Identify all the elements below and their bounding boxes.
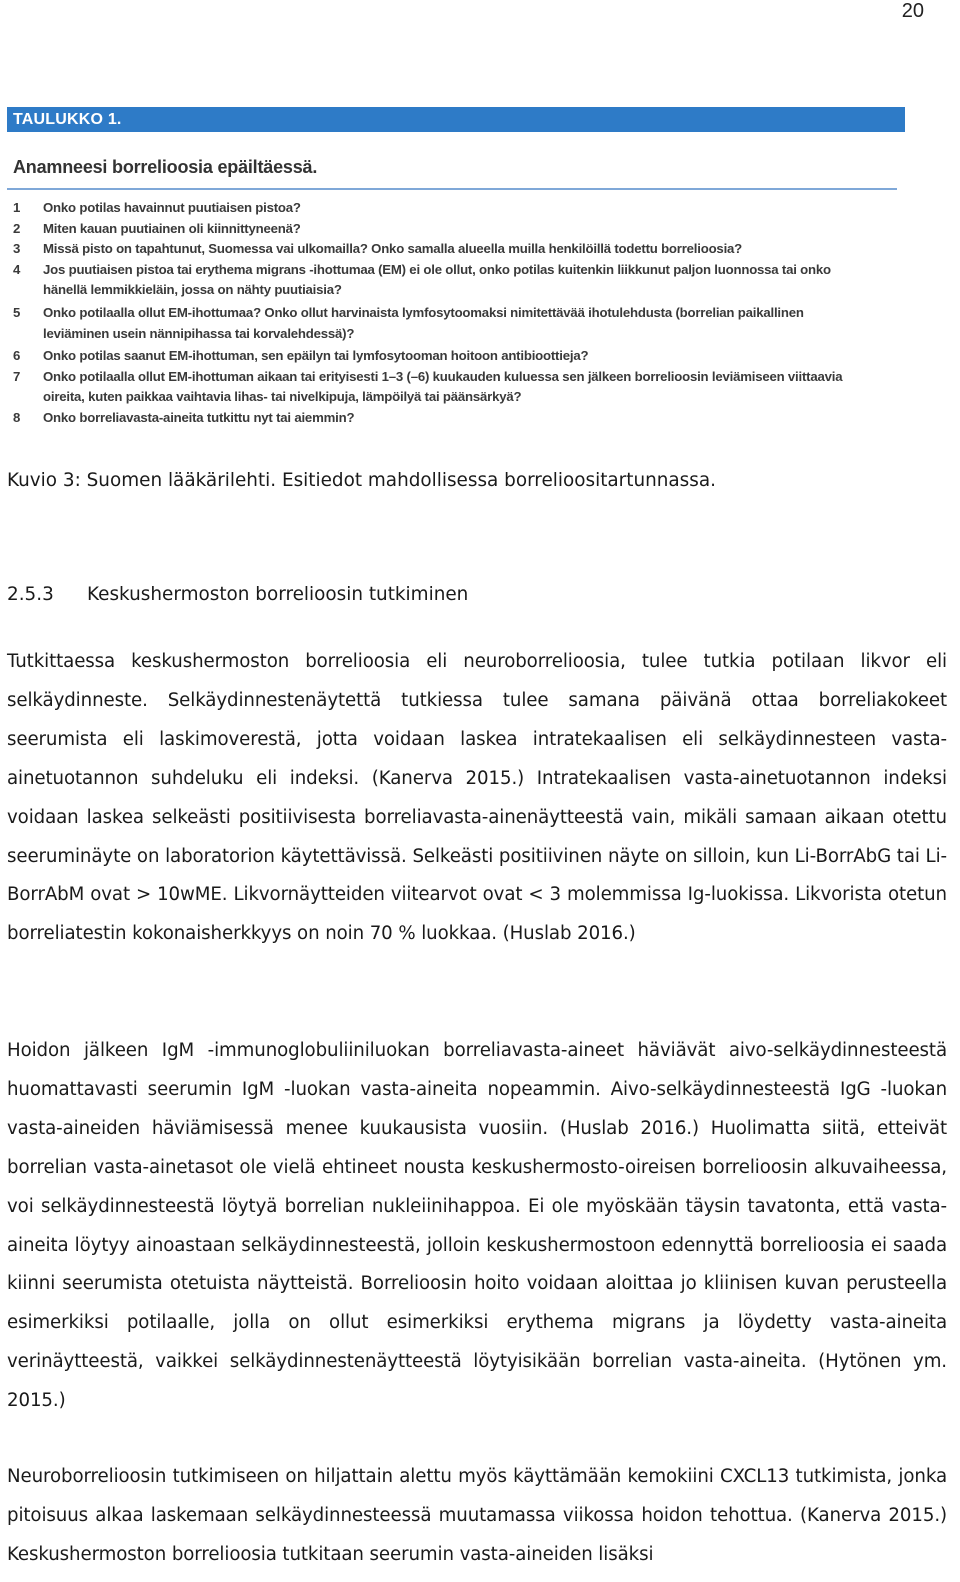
question-text: Onko potilas havainnut puutiaisen pistoa? [43, 200, 301, 215]
question-number: 5 [13, 304, 21, 320]
question-text: Onko borreliavasta-aineita tutkittu nyt tai aiemmin? [43, 409, 355, 425]
section-heading [7, 582, 468, 608]
question-item [7, 198, 905, 219]
question-number: 2 [13, 220, 21, 236]
question-text: Onko potilaalla ollut EM-ihottumaa? Onko ollut harvinaista lymfosytoomaksi nimitettävää ihotulehdusta (borrelian paikallinen leviäminen usein nännipihassa tai korvalehdessä)? [43, 304, 804, 341]
page-number: 20 [901, 0, 924, 22]
question-item [7, 260, 905, 301]
question-item [7, 239, 905, 260]
question-item [7, 408, 905, 429]
figure-caption: Kuvio 3: Suomen lääkärilehti. Esitiedot mahdollisessa borrelioositartunnassa. [7, 470, 716, 491]
question-item [7, 303, 905, 344]
question-number: 1 [13, 200, 21, 215]
body-paragraph: Neuroborrelioosin tutkimiseen on hiljattain alettu myös käyttämään kemokiini CXCL13 tutkimista, jonka pitoisuus alkaa laskemaan selkäydinnesteessä muutamassa viikossa hoidon tehottua. (Kanerva 2015.) Keskushermoston borrelioosia tutkitaan seerumin vasta-aineiden lisäksi [7, 1466, 947, 1565]
question-number: 7 [13, 368, 21, 384]
section-number: 2.5.3 [7, 584, 54, 605]
question-list [7, 198, 905, 429]
question-text: Miten kauan puutiainen oli kiinnittyneenä? [43, 220, 301, 236]
question-number: 4 [13, 261, 21, 277]
question-text: Onko potilaalla ollut EM-ihottuman aikaan tai erityisesti 1–3 (–6) kuukauden kuluessa sen jälkeen borrelioosin leviämiseen viittaavia oireita, kuten paikkaa vaihtavia lihas- tai nivelkipuja, lämpöilyä tai päänsärkyä? [43, 368, 843, 405]
question-number: 3 [13, 241, 21, 257]
question-item [7, 346, 905, 367]
question-text: Onko potilas saanut EM-ihottuman, sen epäilyn tai lymfosytooman hoitoon antibioottieja? [43, 348, 589, 364]
table-header-bar: TAULUKKO 1. [7, 107, 905, 132]
question-number: 8 [13, 409, 21, 425]
body-paragraph: Tutkittaessa keskushermoston borrelioosia eli neuroborrelioosia, tulee tutkia potilaan likvor eli selkäydinneste. Selkäydinnestenäytettä tutkiessa tulee samana päivänä ottaa borreliakokeet seerumista eli laskimoverestä, jotta voidaan laskea intratekaalisen eli selkäydinnesteen vasta-ainetuotannon suhdeluku eli indeksi. (Kanerva 2015.) Intratekaalisen vasta-ainetuotannon indeksi voidaan laskea selkeästi positiivisesta borreliavasta-ainenäytteestä vain, mikäli samaan aikaan otettu seeruminäyte on laboratorion käytettävissä. Selkeästi positiivinen näyte on silloin, kun Li-BorrAbG tai Li-BorrAbM ovat > 10wME. Likvornäytteiden viitearvot ovat < 3 molemmissa Ig-luokissa. Likvorista otetun borreliatestin kokonaisherkkyys on noin 70 % luokkaa. (Huslab 2016.) [7, 651, 947, 945]
question-text: Jos puutiaisen pistoa tai erythema migrans -ihottumaa (EM) ei ole ollut, onko potilas kuitenkin liikkunut paljon luonnossa tai onko hänellä lemmikkieläin, jossa on nähty puutiaisia? [43, 261, 831, 298]
question-text: Missä pisto on tapahtunut, Suomessa vai ulkomailla? Onko samalla alueella muilla henkilöillä todettu borrelioosia? [43, 241, 743, 257]
table-figure [7, 107, 905, 429]
question-item [7, 219, 905, 240]
table-divider [7, 188, 897, 190]
question-item [7, 367, 905, 408]
table-title: Anamneesi borrelioosia epäiltäessä. [13, 157, 318, 177]
section-title: Keskushermoston borrelioosin tutkiminen [87, 584, 469, 605]
question-number: 6 [13, 348, 21, 364]
body-paragraph: Hoidon jälkeen IgM -immunoglobuliiniluokan borreliavasta-aineet häviävät aivo-selkäydinnesteestä huomattavasti seerumin IgM -luokan vasta-aineita nopeammin. Aivo-selkäydinnesteestä IgG -luokan vasta-aineiden häviämisessä menee kuukausista vuosiin. (Huslab 2016.) Huolimatta siitä, etteivät borrelian vasta-ainetasot ole vielä ehtineet nousta keskushermosto-oireisen borrelioosin alkuvaiheessa, voi selkäydinnesteestä löytyä borrelian nukleiinihappoa. Ei ole myöskään täysin tavatonta, että vasta-aineita löytyy ainoastaan selkäydinnesteestä, jolloin keskushermostoon edennyttä borrelioosia ei saada kiinni seerumista otetuista näytteistä. Borrelioosin hoito voidaan aloittaa jo kliinisen kuvan perusteella esimerkiksi potilaalle, jolla on ollut esimerkiksi erythema migrans ja löydetty vasta-aineita verinäytteestä, vaikkei selkäydinnestenäytteestä löytyisikään borrelian vasta-aineita. (Hytönen ym. 2015.) [7, 1040, 947, 1412]
